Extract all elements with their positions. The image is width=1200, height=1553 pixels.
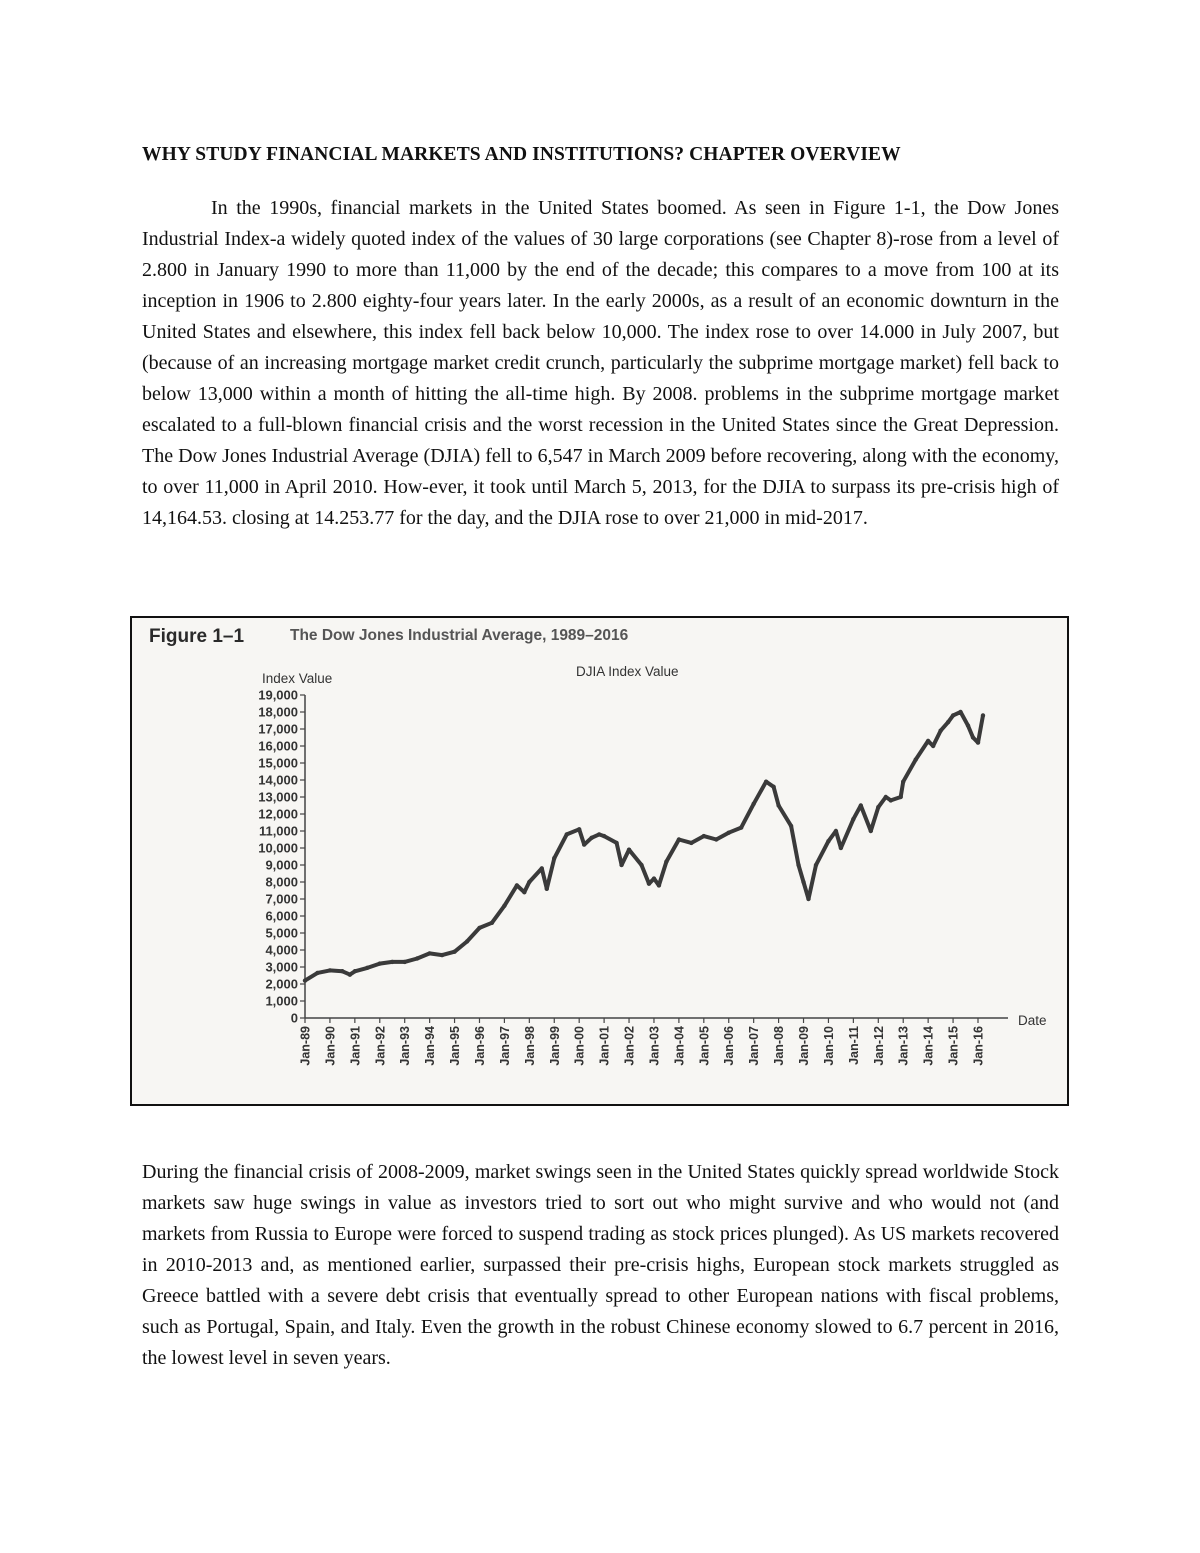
y-tick-label: 10,000 — [258, 840, 298, 856]
djia-data-point — [353, 969, 357, 973]
djia-data-point — [657, 883, 661, 887]
y-tick-label: 14,000 — [258, 772, 298, 788]
djia-data-point — [951, 713, 955, 717]
djia-data-point — [884, 795, 888, 799]
x-tick-label: Jan-13 — [896, 1026, 911, 1066]
djia-data-point — [614, 841, 618, 845]
djia-data-point — [931, 744, 935, 748]
djia-data-point — [415, 956, 419, 960]
djia-data-point — [490, 921, 494, 925]
djia-data-point — [938, 729, 942, 733]
djia-data-point — [502, 904, 506, 908]
y-tick-label: 18,000 — [258, 704, 298, 720]
djia-data-point — [545, 887, 549, 891]
djia-data-point — [869, 829, 873, 833]
djia-data-point — [452, 950, 456, 954]
y-tick-label: 8,000 — [265, 874, 298, 890]
x-tick-label: Jan-14 — [921, 1026, 936, 1066]
x-tick-label: Jan-06 — [722, 1026, 737, 1066]
djia-data-point — [946, 720, 950, 724]
y-tick-label: 3,000 — [265, 959, 298, 975]
djia-data-point — [913, 757, 917, 761]
djia-data-point — [378, 961, 382, 965]
y-tick-label: 12,000 — [258, 806, 298, 822]
chapter-heading: WHY STUDY FINANCIAL MARKETS AND INSTITUTIONS? CHAPTER OVERVIEW — [142, 144, 901, 165]
y-tick-label: 13,000 — [258, 789, 298, 805]
djia-data-point — [440, 953, 444, 957]
y-axis-ticks — [258, 688, 305, 1026]
djia-data-point — [552, 856, 556, 860]
djia-data-point — [365, 966, 369, 970]
x-tick-label: Jan-99 — [547, 1026, 562, 1066]
y-axis-title: Index Value — [262, 671, 333, 686]
x-tick-label: Jan-16 — [971, 1026, 986, 1066]
y-tick-label: 2,000 — [265, 976, 298, 992]
x-tick-label: Jan-02 — [622, 1026, 637, 1066]
x-tick-label: Jan-08 — [772, 1026, 787, 1066]
djia-line-chart — [132, 618, 1067, 1104]
x-tick-label: Jan-95 — [448, 1026, 463, 1066]
djia-data-point — [515, 883, 519, 887]
y-tick-label: 6,000 — [265, 908, 298, 924]
figure-title: The Dow Jones Industrial Average, 1989–2016 — [290, 627, 629, 644]
djia-data-point — [901, 780, 905, 784]
djia-data-point — [582, 842, 586, 846]
y-tick-label: 0 — [290, 1010, 298, 1026]
x-tick-label: Jan-03 — [647, 1026, 662, 1066]
x-tick-label: Jan-07 — [747, 1026, 762, 1066]
y-tick-label: 4,000 — [265, 942, 298, 958]
djia-data-point — [465, 939, 469, 943]
djia-data-point — [627, 848, 631, 852]
x-tick-label: Jan-15 — [946, 1026, 961, 1066]
djia-data-point — [689, 841, 693, 845]
djia-data-point — [889, 798, 893, 802]
x-tick-label: Jan-09 — [797, 1026, 812, 1066]
djia-data-point — [477, 926, 481, 930]
djia-data-point — [739, 825, 743, 829]
djia-data-point — [527, 880, 531, 884]
djia-data-point — [639, 863, 643, 867]
x-tick-label: Jan-11 — [846, 1026, 861, 1065]
y-tick-label: 1,000 — [265, 993, 298, 1009]
djia-data-point — [976, 740, 980, 744]
x-tick-label: Jan-00 — [572, 1026, 587, 1066]
x-tick-label: Jan-89 — [298, 1026, 313, 1066]
djia-data-point — [826, 839, 830, 843]
djia-data-point — [899, 795, 903, 799]
y-tick-label: 19,000 — [258, 687, 298, 703]
x-tick-label: Jan-05 — [697, 1026, 712, 1066]
x-tick-label: Jan-12 — [871, 1026, 886, 1066]
x-tick-label: Jan-04 — [672, 1026, 687, 1066]
djia-data-point — [664, 859, 668, 863]
djia-data-point — [806, 897, 810, 901]
x-tick-label: Jan-97 — [497, 1026, 512, 1066]
djia-data-point — [971, 735, 975, 739]
y-tick-label: 15,000 — [258, 755, 298, 771]
djia-data-point — [714, 837, 718, 841]
djia-data-point — [427, 951, 431, 955]
intro-paragraph: In the 1990s, financial markets in the United States boomed. As seen in Figure 1-1, the Dow Jones Industrial Index-a widely quoted index of the values of 30 large corporations (see Chapter 8)-rose from a level of 2.800 in January 1990 to more than 11,000 by the end of the decade; this compares to a move from 100 at its inception in 1906 to 2.800 eighty-four years later. In the early 2000s, as a result of an economic downturn in the United States and elsewhere, this index fell back below 10,000. The index rose to over 14.000 in July 2007, but (because of an increasing mortgage market credit crunch, particularly the subprime mortgage market) fell back to below 13,000 within a month of hitting the all-time high. By 2008. problems in the subprime mortgage market escalated to a full-blown financial crisis and the worst recession in the United States since the Great Depression. The Dow Jones Industrial Average (DJIA) fell to 6,547 in March 2009 before recovering, along with the economy, to over 11,000 in April 2010. How-ever, it took until March 5, 2013, for the DJIA to surpass its pre-crisis high of 14,164.53. closing at 14.253.77 for the day, and the DJIA rose to over 21,000 in mid-2017. — [142, 197, 1059, 529]
x-tick-label: Jan-90 — [323, 1026, 338, 1066]
x-tick-label: Jan-93 — [398, 1026, 413, 1066]
djia-series-line — [305, 712, 983, 981]
djia-data-point — [652, 876, 656, 880]
crisis-paragraph: During the financial crisis of 2008-2009, market swings seen in the United States quickly spread worldwide Stock markets saw huge swings in value as investors tried to sort out who might survive and who would not (and markets from Russia to Europe were forced to suspend trading as stock prices plunged). As US markets recovered in 2010-2013 and, as mentioned earlier, surpassed their pre-crisis highs, European stock markets struggled as Greece battled with a severe debt crisis that eventually spread to other European nations with fiscal problems, such as Portugal, Spain, and Italy. Even the growth in the robust Chinese economy slowed to 6.7 percent in 2016, the lowest level in seven years. — [142, 1161, 1059, 1369]
djia-data-point — [771, 785, 775, 789]
x-tick-label: Jan-94 — [423, 1026, 438, 1066]
x-tick-label: Jan-98 — [522, 1026, 537, 1066]
djia-data-point — [981, 713, 985, 717]
djia-data-point — [801, 880, 805, 884]
djia-data-point — [522, 890, 526, 894]
x-tick-label: Jan-10 — [821, 1026, 836, 1066]
djia-data-point — [340, 969, 344, 973]
djia-data-point — [727, 831, 731, 835]
djia-data-point — [776, 803, 780, 807]
djia-data-point — [966, 723, 970, 727]
djia-data-point — [619, 863, 623, 867]
djia-data-point — [958, 710, 962, 714]
djia-data-point — [677, 837, 681, 841]
djia-data-point — [796, 863, 800, 867]
djia-data-point — [602, 834, 606, 838]
djia-data-point — [589, 836, 593, 840]
y-tick-label: 5,000 — [265, 925, 298, 941]
x-tick-label: Jan-96 — [472, 1026, 487, 1066]
x-axis-ticks — [299, 1018, 986, 1066]
figure-1-1 — [130, 616, 1069, 1106]
djia-data-point — [814, 863, 818, 867]
djia-data-point — [851, 817, 855, 821]
y-tick-label: 11,000 — [258, 823, 298, 839]
x-tick-label: Jan-01 — [597, 1026, 612, 1066]
djia-data-point — [839, 846, 843, 850]
djia-data-point — [390, 960, 394, 964]
y-tick-label: 9,000 — [265, 857, 298, 873]
djia-points — [303, 710, 985, 983]
x-axis-title: Date — [1018, 1013, 1047, 1028]
djia-data-point — [315, 971, 319, 975]
djia-data-point — [751, 802, 755, 806]
djia-data-point — [328, 968, 332, 972]
djia-data-point — [597, 832, 601, 836]
djia-data-point — [303, 978, 307, 982]
djia-data-point — [859, 803, 863, 807]
djia-data-point — [348, 972, 352, 976]
y-tick-label: 16,000 — [258, 738, 298, 754]
djia-data-point — [764, 780, 768, 784]
djia-data-point — [789, 824, 793, 828]
djia-data-point — [540, 866, 544, 870]
y-tick-label: 17,000 — [258, 721, 298, 737]
series-title: DJIA Index Value — [576, 664, 679, 679]
x-tick-label: Jan-91 — [348, 1026, 363, 1066]
y-tick-label: 7,000 — [265, 891, 298, 907]
x-tick-label: Jan-92 — [373, 1026, 388, 1066]
djia-data-point — [702, 834, 706, 838]
djia-data-point — [926, 739, 930, 743]
djia-data-point — [647, 882, 651, 886]
djia-data-point — [565, 832, 569, 836]
figure-label: Figure 1–1 — [149, 626, 245, 647]
djia-data-point — [834, 829, 838, 833]
djia-data-point — [876, 805, 880, 809]
djia-data-point — [403, 960, 407, 964]
djia-data-point — [577, 827, 581, 831]
